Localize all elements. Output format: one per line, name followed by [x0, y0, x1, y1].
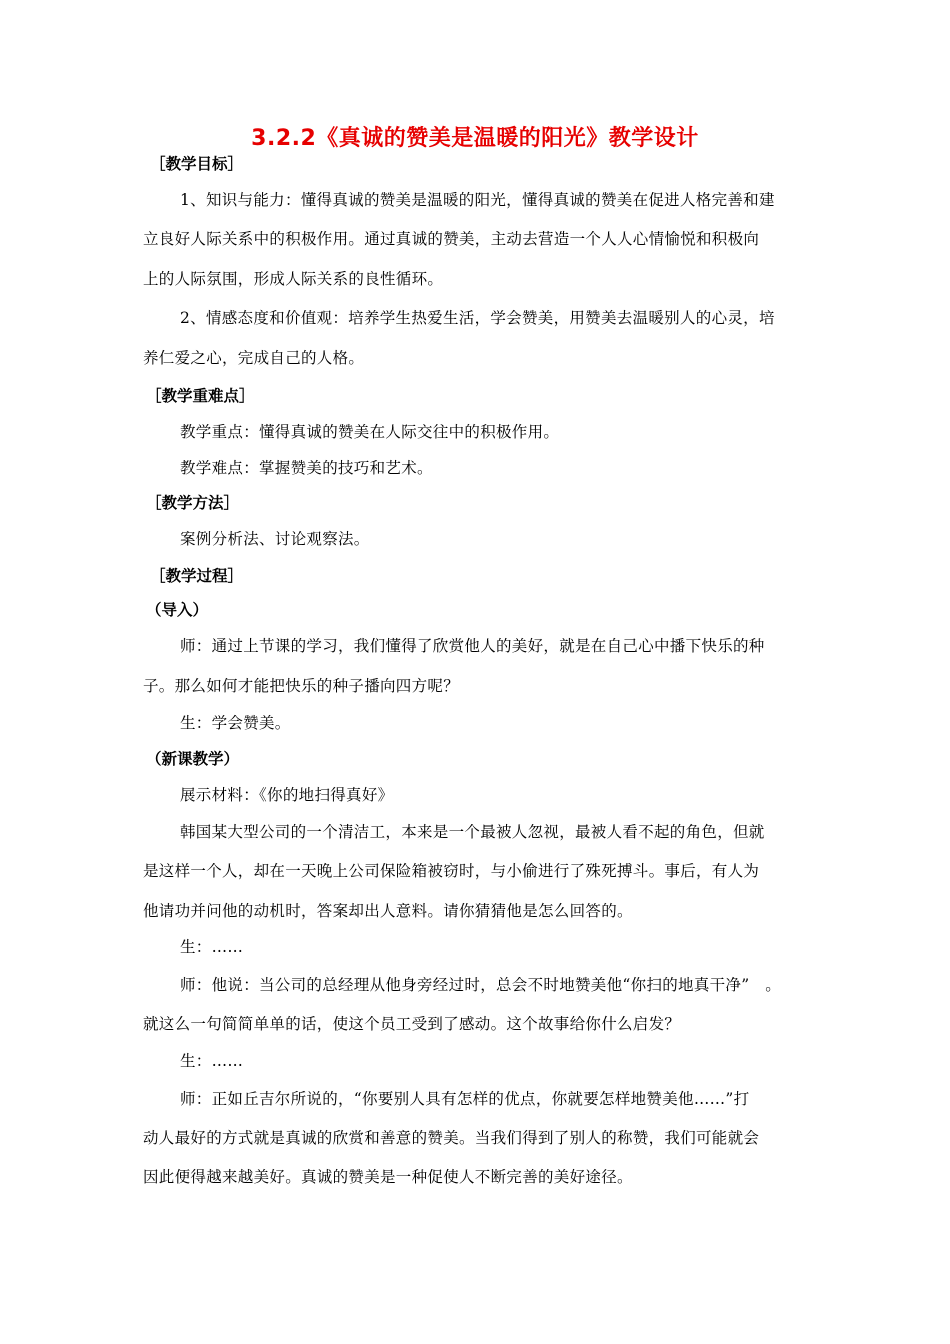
- teacher1-line1: 师：通过上节课的学习，我们懂得了欣赏他人的美好，就是在自己心中播下快乐的种: [180, 637, 765, 655]
- heading-key-points: ［教学重难点］: [146, 387, 255, 405]
- goal1-line3: 上的人际氛围，形成人际关系的良性循环。: [143, 270, 444, 288]
- teacher1-line2: 子。那么如何才能把快乐的种子播向四方呢？: [143, 677, 460, 695]
- methods-line: 案例分析法、讨论观察法。: [180, 530, 370, 548]
- goal1-line2: 立良好人际关系中的积极作用。通过真诚的赞美，主动去营造一个人人心情愉悦和积极向: [143, 230, 760, 248]
- student3-line: 生：……: [180, 1052, 244, 1070]
- student1-line: 生：学会赞美。: [180, 714, 291, 732]
- teacher3-line1: 师：正如丘吉尔所说的，“你要别人具有怎样的优点，你就要怎样地赞美他……”打: [180, 1090, 750, 1108]
- subheading-new-lesson: （新课教学）: [146, 750, 240, 768]
- subheading-intro: （导入）: [146, 601, 209, 619]
- student2-line: 生：……: [180, 938, 244, 956]
- teacher3-line3: 因此便得越来越美好。真诚的赞美是一种促使人不断完善的美好途径。: [143, 1168, 633, 1186]
- goal1-line1: 1、知识与能力：懂得真诚的赞美是温暖的阳光，懂得真诚的赞美在促进人格完善和建: [180, 191, 775, 209]
- heading-teaching-goals: ［教学目标］: [150, 155, 244, 173]
- story-line3: 他请功并问他的动机时，答案却出人意料。请你猜猜他是怎么回答的。: [143, 902, 633, 920]
- document-title: 3.2.2《真诚的赞美是温暖的阳光》教学设计: [251, 126, 699, 151]
- teacher3-line2: 动人最好的方式就是真诚的欣赏和善意的赞美。当我们得到了别人的称赞，我们可能就会: [143, 1129, 760, 1147]
- teacher2-line1: 师：他说：当公司的总经理从他身旁经过时，总会不时地赞美他“你扫的地真干净” 。: [180, 976, 782, 994]
- key-point-line: 教学重点：懂得真诚的赞美在人际交往中的积极作用。: [180, 423, 560, 441]
- goal2-line1: 2、情感态度和价值观：培养学生热爱生活，学会赞美，用赞美去温暖别人的心灵，培: [180, 309, 775, 327]
- difficult-point-line: 教学难点：掌握赞美的技巧和艺术。: [180, 459, 433, 477]
- heading-teaching-methods: ［教学方法］: [146, 494, 240, 512]
- story-line1: 韩国某大型公司的一个清洁工，本来是一个最被人忽视，最被人看不起的角色，但就: [180, 823, 765, 841]
- goal2-line2: 养仁爱之心，完成自己的人格。: [143, 349, 365, 367]
- heading-teaching-process: ［教学过程］: [150, 567, 244, 585]
- material-line: 展示材料：《你的地扫得真好》: [180, 786, 394, 804]
- story-line2: 是这样一个人，却在一天晚上公司保险箱被窃时，与小偷进行了殊死搏斗。事后，有人为: [143, 862, 760, 880]
- teacher2-line2: 就这么一句简简单单的话，使这个员工受到了感动。这个故事给你什么启发？: [143, 1015, 681, 1033]
